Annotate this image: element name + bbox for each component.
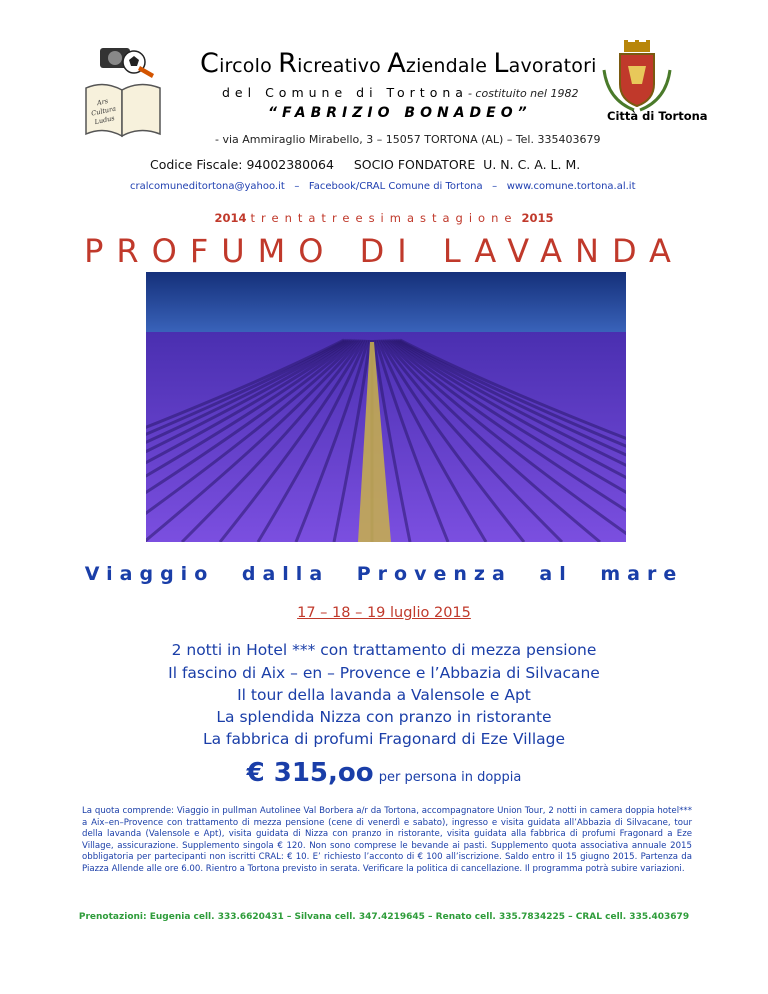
highlight-item: Il fascino di Aix – en – Provence e l’Abbazia di Silvacane xyxy=(168,664,600,682)
org-address: - via Ammiraglio Mirabello, 3 – 15057 TORTONA (AL) – Tel. 335403679 xyxy=(215,133,601,146)
founded-note: - costituito nel 1982 xyxy=(467,87,579,100)
price: € 315,oo xyxy=(246,758,374,788)
org-title xyxy=(200,48,597,79)
contact-links[interactable]: cralcomuneditortona@yahoo.it – Facebook/CRAL Comune di Tortona – www.comune.tortona.al.it xyxy=(130,181,636,192)
page-title: PROFUMO DI LAVANDA xyxy=(84,232,684,270)
highlight-item: Il tour della lavanda a Valensole e Apt xyxy=(237,686,531,704)
terms-paragraph: La quota comprende: Viaggio in pullman Autolinee Val Borbera a/r da Tortona, accompagnatore Union Tour, 2 notti in camera doppia hotel*** a Aix–en–Provence con trattamento di mezza pensione (cene di venerdì e sabato), ingresso e visita guidata all’Abbazia di Silvacane, tour della lavanda (Valensole e Apt), visita guidata di Nizza con pranzo in ristorante, visita guidata alla fabbrica di profumi Fragonard a Eze Village, assicurazione. Supplemento singola € 120. Non sono comprese le bevande ai pasti. Supplemento quota associativa annuale 2015 obbligatoria per partecipanti non iscritti CRAL: € 10. E’ richiesto l’acconto di € 100 all’iscrizione. Saldo entro il 15 giugno 2015. Partenza da Piazza Allende alle ore 6.00. Rientro a Tortona previsto in serata. Verificare la politica di cancellazione. Il programma potrà subire variazioni. xyxy=(82,806,692,874)
highlight-item: 2 notti in Hotel *** con trattamento di mezza pensione xyxy=(171,641,597,659)
org-municipality: del Comune di Tortona xyxy=(222,85,468,100)
org-title-word: Aziendale xyxy=(387,48,494,79)
season-label: trentatreesimastagione xyxy=(250,211,518,225)
svg-text:Ludus: Ludus xyxy=(93,114,116,127)
org-subtitle xyxy=(222,85,578,100)
org-title-word: Circolo xyxy=(200,48,279,79)
svg-text:Cultura: Cultura xyxy=(90,104,117,118)
org-dedication: “FABRIZIO BONADEO” xyxy=(268,105,532,121)
fiscal-code: Codice Fiscale: 94002380064 SOCIO FONDATORE U. N. C. A. L. M. xyxy=(150,157,581,172)
highlight-item: La fabbrica di profumi Fragonard di Eze Village xyxy=(202,730,566,748)
city-label: Città di Tortona xyxy=(607,109,708,123)
booking-contacts: Prenotazioni: Eugenia cell. 333.6620431 – Silvana cell. 347.4219645 – Renato cell. 335.7834225 – CRAL cell. 335.403679 xyxy=(78,912,690,922)
season-start: 2014 xyxy=(214,211,247,225)
trip-dates: 17 – 18 – 19 luglio 2015 xyxy=(297,605,471,621)
trip-subtitle: Viaggio dalla Provenza al mare xyxy=(84,563,684,585)
lavender-field-photo xyxy=(146,272,626,542)
season-end: 2015 xyxy=(521,211,554,225)
org-title-word: Ricreativo xyxy=(278,48,388,79)
highlight-item: La splendida Nizza con pranzo in ristorante xyxy=(216,708,552,726)
club-logo xyxy=(82,44,164,140)
season-banner xyxy=(0,211,768,225)
org-title-word: Lavoratori xyxy=(493,48,597,79)
svg-text:Ars: Ars xyxy=(96,96,109,108)
price-suffix: per persona in doppia xyxy=(378,770,522,785)
price-line xyxy=(0,758,768,788)
